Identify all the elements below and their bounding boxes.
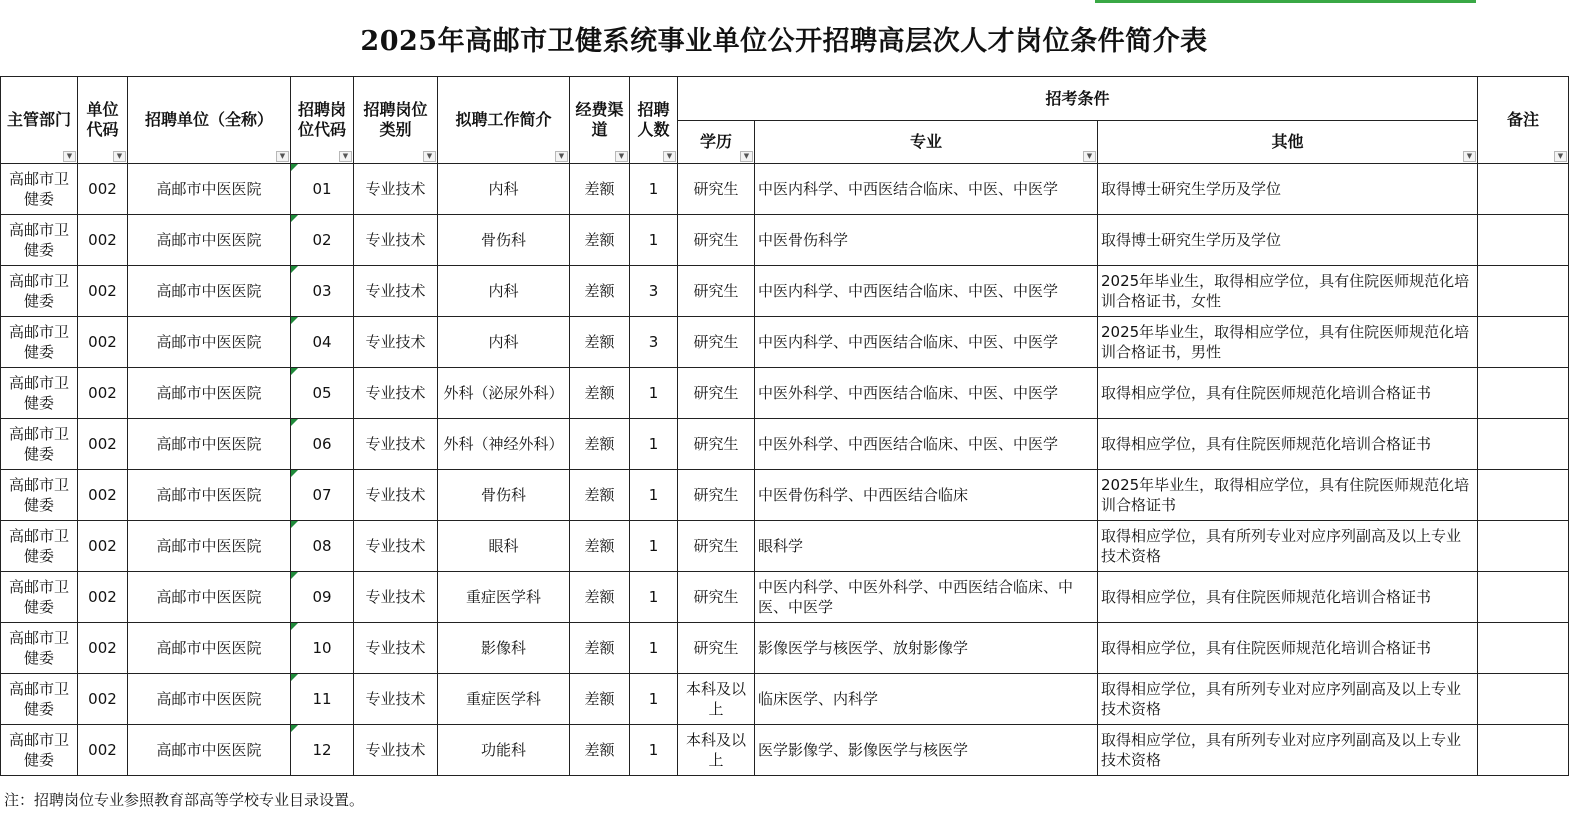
header-job-desc[interactable]: 拟聘工作简介 ▼ <box>438 77 570 164</box>
cell-post-type[interactable]: 专业技术 <box>354 674 438 725</box>
recruitment-table <box>0 76 1569 776</box>
cell-education[interactable]: 研究生 <box>678 521 755 572</box>
cell-post-code[interactable]: 08 <box>291 521 354 572</box>
cell-unit-code[interactable]: 002 <box>78 419 128 470</box>
cell-unit-code[interactable]: 002 <box>78 725 128 776</box>
cell-count[interactable]: 1 <box>630 368 678 419</box>
header-unit-code[interactable]: 单位代码 ▼ <box>78 77 128 164</box>
footnote: 注：招聘岗位专业参照教育部高等学校专业目录设置。 <box>4 791 365 809</box>
cell-unit[interactable]: 高邮市中医医院 <box>128 674 291 725</box>
cell-post-code[interactable]: 11 <box>291 674 354 725</box>
cell-comment-marker-icon <box>291 572 298 579</box>
cell-dept[interactable]: 高邮市卫健委 <box>1 572 78 623</box>
cell-unit-code[interactable]: 002 <box>78 266 128 317</box>
cell-education[interactable]: 研究生 <box>678 368 755 419</box>
cell-comment-marker-icon <box>291 470 298 477</box>
cell-other[interactable]: 取得相应学位，具有住院医师规范化培训合格证书 <box>1098 572 1478 623</box>
cell-major[interactable]: 中医外科学、中西医结合临床、中医、中医学 <box>755 368 1098 419</box>
filter-dropdown-icon[interactable]: ▼ <box>1463 151 1476 162</box>
cell-post-code[interactable]: 03 <box>291 266 354 317</box>
cell-count[interactable]: 1 <box>630 470 678 521</box>
cell-unit[interactable]: 高邮市中医医院 <box>128 266 291 317</box>
header-post-type[interactable]: 招聘岗位类别 ▼ <box>354 77 438 164</box>
cell-funding[interactable]: 差额 <box>570 674 630 725</box>
cell-unit-code[interactable]: 002 <box>78 674 128 725</box>
cell-major[interactable]: 中医骨伤科学、中西医结合临床 <box>755 470 1098 521</box>
cell-education[interactable]: 研究生 <box>678 215 755 266</box>
cell-job-desc[interactable]: 骨伤科 <box>438 215 570 266</box>
cell-funding[interactable]: 差额 <box>570 572 630 623</box>
table-row <box>1 572 1569 623</box>
cell-count[interactable]: 1 <box>630 623 678 674</box>
cell-dept[interactable]: 高邮市卫健委 <box>1 419 78 470</box>
cell-other[interactable]: 取得相应学位，具有住院医师规范化培训合格证书 <box>1098 419 1478 470</box>
filter-dropdown-icon[interactable]: ▼ <box>339 151 352 162</box>
cell-remark[interactable] <box>1478 521 1569 572</box>
cell-funding[interactable]: 差额 <box>570 623 630 674</box>
cell-funding[interactable]: 差额 <box>570 521 630 572</box>
cell-remark[interactable] <box>1478 470 1569 521</box>
cell-remark[interactable] <box>1478 623 1569 674</box>
cell-education[interactable]: 本科及以上 <box>678 674 755 725</box>
cell-unit[interactable]: 高邮市中医医院 <box>128 419 291 470</box>
cell-dept[interactable]: 高邮市卫健委 <box>1 164 78 215</box>
cell-other[interactable]: 取得博士研究生学历及学位 <box>1098 215 1478 266</box>
filter-dropdown-icon[interactable]: ▼ <box>1554 151 1567 162</box>
cell-post-code[interactable]: 05 <box>291 368 354 419</box>
cell-other[interactable]: 取得相应学位，具有住院医师规范化培训合格证书 <box>1098 623 1478 674</box>
cell-unit[interactable]: 高邮市中医医院 <box>128 725 291 776</box>
cell-count[interactable]: 3 <box>630 266 678 317</box>
cell-unit-code[interactable]: 002 <box>78 521 128 572</box>
cell-post-code[interactable]: 12 <box>291 725 354 776</box>
cell-major[interactable]: 中医内科学、中西医结合临床、中医、中医学 <box>755 266 1098 317</box>
cell-job-desc[interactable]: 内科 <box>438 266 570 317</box>
cell-major[interactable]: 中医内科学、中西医结合临床、中医、中医学 <box>755 317 1098 368</box>
cell-post-type[interactable]: 专业技术 <box>354 623 438 674</box>
cell-funding[interactable]: 差额 <box>570 725 630 776</box>
cell-job-desc[interactable]: 重症医学科 <box>438 674 570 725</box>
cell-count[interactable]: 3 <box>630 317 678 368</box>
cell-funding[interactable]: 差额 <box>570 470 630 521</box>
header-conditions: 招考条件 <box>678 77 1478 121</box>
cell-count[interactable]: 1 <box>630 521 678 572</box>
header-dept[interactable]: 主管部门 ▼ <box>1 77 78 164</box>
filter-dropdown-icon[interactable]: ▼ <box>615 151 628 162</box>
cell-education[interactable]: 研究生 <box>678 266 755 317</box>
cell-comment-marker-icon <box>291 674 298 681</box>
cell-unit-code[interactable]: 002 <box>78 164 128 215</box>
cell-remark[interactable] <box>1478 419 1569 470</box>
cell-comment-marker-icon <box>291 623 298 630</box>
cell-other[interactable]: 2025年毕业生，取得相应学位，具有住院医师规范化培训合格证书，男性 <box>1098 317 1478 368</box>
cell-post-type[interactable]: 专业技术 <box>354 470 438 521</box>
cell-other[interactable]: 2025年毕业生，取得相应学位，具有住院医师规范化培训合格证书 <box>1098 470 1478 521</box>
cell-funding[interactable]: 差额 <box>570 368 630 419</box>
cell-remark[interactable] <box>1478 164 1569 215</box>
cell-dept[interactable]: 高邮市卫健委 <box>1 521 78 572</box>
cell-post-code[interactable]: 01 <box>291 164 354 215</box>
cell-post-code[interactable]: 07 <box>291 470 354 521</box>
cell-unit-code[interactable]: 002 <box>78 470 128 521</box>
cell-post-type[interactable]: 专业技术 <box>354 266 438 317</box>
cell-count[interactable]: 1 <box>630 572 678 623</box>
header-funding[interactable]: 经费渠道 ▼ <box>570 77 630 164</box>
cell-education[interactable]: 研究生 <box>678 317 755 368</box>
cell-dept[interactable]: 高邮市卫健委 <box>1 470 78 521</box>
cell-job-desc[interactable]: 眼科 <box>438 521 570 572</box>
table-row <box>1 266 1569 317</box>
cell-comment-marker-icon <box>291 368 298 375</box>
cell-dept[interactable]: 高邮市卫健委 <box>1 317 78 368</box>
filter-dropdown-icon[interactable]: ▼ <box>555 151 568 162</box>
cell-post-type[interactable]: 专业技术 <box>354 368 438 419</box>
cell-count[interactable]: 1 <box>630 725 678 776</box>
cell-unit[interactable]: 高邮市中医医院 <box>128 368 291 419</box>
cell-post-code[interactable]: 06 <box>291 419 354 470</box>
cell-major[interactable]: 临床医学、内科学 <box>755 674 1098 725</box>
cell-unit-code[interactable]: 002 <box>78 368 128 419</box>
cell-major[interactable]: 中医外科学、中西医结合临床、中医、中医学 <box>755 419 1098 470</box>
cell-unit[interactable]: 高邮市中医医院 <box>128 572 291 623</box>
cell-other[interactable]: 取得相应学位，具有所列专业对应序列副高及以上专业技术资格 <box>1098 725 1478 776</box>
cell-funding[interactable]: 差额 <box>570 215 630 266</box>
cell-job-desc[interactable]: 重症医学科 <box>438 572 570 623</box>
cell-other[interactable]: 取得相应学位，具有所列专业对应序列副高及以上专业技术资格 <box>1098 521 1478 572</box>
cell-major[interactable]: 中医骨伤科学 <box>755 215 1098 266</box>
cell-major[interactable]: 医学影像学、影像医学与核医学 <box>755 725 1098 776</box>
cell-job-desc[interactable]: 影像科 <box>438 623 570 674</box>
header-post-code[interactable]: 招聘岗位代码 ▼ <box>291 77 354 164</box>
table-row <box>1 317 1569 368</box>
cell-major[interactable]: 中医内科学、中西医结合临床、中医、中医学 <box>755 164 1098 215</box>
filter-dropdown-icon[interactable]: ▼ <box>1083 151 1096 162</box>
cell-education[interactable]: 研究生 <box>678 470 755 521</box>
cell-count[interactable]: 1 <box>630 164 678 215</box>
cell-funding[interactable]: 差额 <box>570 419 630 470</box>
cell-job-desc[interactable]: 骨伤科 <box>438 470 570 521</box>
filter-dropdown-icon[interactable]: ▼ <box>113 151 126 162</box>
cell-job-desc[interactable]: 外科（泌尿外科） <box>438 368 570 419</box>
cell-dept[interactable]: 高邮市卫健委 <box>1 368 78 419</box>
cell-comment-marker-icon <box>291 521 298 528</box>
table-row <box>1 164 1569 215</box>
cell-major[interactable]: 眼科学 <box>755 521 1098 572</box>
cell-major[interactable]: 影像医学与核医学、放射影像学 <box>755 623 1098 674</box>
cell-major[interactable]: 中医内科学、中医外科学、中西医结合临床、中医、中医学 <box>755 572 1098 623</box>
header-other[interactable]: 其他 ▼ <box>1098 121 1478 164</box>
filter-dropdown-icon[interactable]: ▼ <box>276 151 289 162</box>
cell-remark[interactable] <box>1478 725 1569 776</box>
cell-funding[interactable]: 差额 <box>570 164 630 215</box>
table-row <box>1 725 1569 776</box>
header-remark[interactable]: 备注 ▼ <box>1478 77 1569 164</box>
filter-dropdown-icon[interactable]: ▼ <box>740 151 753 162</box>
filter-dropdown-icon[interactable]: ▼ <box>423 151 436 162</box>
cell-post-type[interactable]: 专业技术 <box>354 521 438 572</box>
cell-unit[interactable]: 高邮市中医医院 <box>128 317 291 368</box>
cell-remark[interactable] <box>1478 572 1569 623</box>
cell-other[interactable]: 取得相应学位，具有所列专业对应序列副高及以上专业技术资格 <box>1098 674 1478 725</box>
cell-remark[interactable] <box>1478 674 1569 725</box>
header-unit[interactable]: 招聘单位（全称） ▼ <box>128 77 291 164</box>
cell-count[interactable]: 1 <box>630 419 678 470</box>
cell-dept[interactable]: 高邮市卫健委 <box>1 215 78 266</box>
cell-remark[interactable] <box>1478 215 1569 266</box>
cell-job-desc[interactable]: 内科 <box>438 317 570 368</box>
cell-other[interactable]: 取得相应学位，具有住院医师规范化培训合格证书 <box>1098 368 1478 419</box>
cell-unit[interactable]: 高邮市中医医院 <box>128 623 291 674</box>
table-row <box>1 215 1569 266</box>
cell-comment-marker-icon <box>291 317 298 324</box>
cell-post-code[interactable]: 02 <box>291 215 354 266</box>
cell-dept[interactable]: 高邮市卫健委 <box>1 725 78 776</box>
table-row <box>1 470 1569 521</box>
cell-other[interactable]: 取得博士研究生学历及学位 <box>1098 164 1478 215</box>
cell-post-code[interactable]: 04 <box>291 317 354 368</box>
cell-dept[interactable]: 高邮市卫健委 <box>1 266 78 317</box>
cell-comment-marker-icon <box>291 164 298 171</box>
cell-other[interactable]: 2025年毕业生，取得相应学位，具有住院医师规范化培训合格证书，女性 <box>1098 266 1478 317</box>
cell-post-type[interactable]: 专业技术 <box>354 317 438 368</box>
cell-education[interactable]: 本科及以上 <box>678 725 755 776</box>
cell-unit-code[interactable]: 002 <box>78 572 128 623</box>
cell-education[interactable]: 研究生 <box>678 572 755 623</box>
cell-job-desc[interactable]: 内科 <box>438 164 570 215</box>
header-education[interactable]: 学历 ▼ <box>678 121 755 164</box>
cell-funding[interactable]: 差额 <box>570 317 630 368</box>
filter-dropdown-icon[interactable]: ▼ <box>663 151 676 162</box>
cell-post-type[interactable]: 专业技术 <box>354 215 438 266</box>
cell-remark[interactable] <box>1478 317 1569 368</box>
cell-unit-code[interactable]: 002 <box>78 623 128 674</box>
table-row <box>1 368 1569 419</box>
header-major[interactable]: 专业 ▼ <box>755 121 1098 164</box>
cell-comment-marker-icon <box>291 266 298 273</box>
cell-unit-code[interactable]: 002 <box>78 317 128 368</box>
table-row <box>1 623 1569 674</box>
filter-dropdown-icon[interactable]: ▼ <box>63 151 76 162</box>
cell-unit[interactable]: 高邮市中医医院 <box>128 470 291 521</box>
cell-comment-marker-icon <box>291 419 298 426</box>
cell-post-type[interactable]: 专业技术 <box>354 725 438 776</box>
table-row <box>1 521 1569 572</box>
cell-post-code[interactable]: 09 <box>291 572 354 623</box>
cell-job-desc[interactable]: 外科（神经外科） <box>438 419 570 470</box>
cell-comment-marker-icon <box>291 725 298 732</box>
cell-remark[interactable] <box>1478 266 1569 317</box>
cell-remark[interactable] <box>1478 368 1569 419</box>
cell-unit[interactable]: 高邮市中医医院 <box>128 521 291 572</box>
cell-comment-marker-icon <box>291 215 298 222</box>
cell-post-code[interactable]: 10 <box>291 623 354 674</box>
cell-education[interactable]: 研究生 <box>678 623 755 674</box>
cell-education[interactable]: 研究生 <box>678 164 755 215</box>
cell-education[interactable]: 研究生 <box>678 419 755 470</box>
cell-post-type[interactable]: 专业技术 <box>354 164 438 215</box>
cell-dept[interactable]: 高邮市卫健委 <box>1 623 78 674</box>
cell-post-type[interactable]: 专业技术 <box>354 572 438 623</box>
cell-dept[interactable]: 高邮市卫健委 <box>1 674 78 725</box>
cell-funding[interactable]: 差额 <box>570 266 630 317</box>
header-count[interactable]: 招聘人数 ▼ <box>630 77 678 164</box>
cell-unit[interactable]: 高邮市中医医院 <box>128 164 291 215</box>
cell-count[interactable]: 1 <box>630 674 678 725</box>
table-row <box>1 419 1569 470</box>
cell-count[interactable]: 1 <box>630 215 678 266</box>
cell-unit-code[interactable]: 002 <box>78 215 128 266</box>
table-body <box>1 164 1569 776</box>
page-title: 2025年高邮市卫健系统事业单位公开招聘高层次人才岗位条件简介表 <box>360 25 1208 57</box>
cell-post-type[interactable]: 专业技术 <box>354 419 438 470</box>
cell-job-desc[interactable]: 功能科 <box>438 725 570 776</box>
table-row <box>1 674 1569 725</box>
cell-unit[interactable]: 高邮市中医医院 <box>128 215 291 266</box>
